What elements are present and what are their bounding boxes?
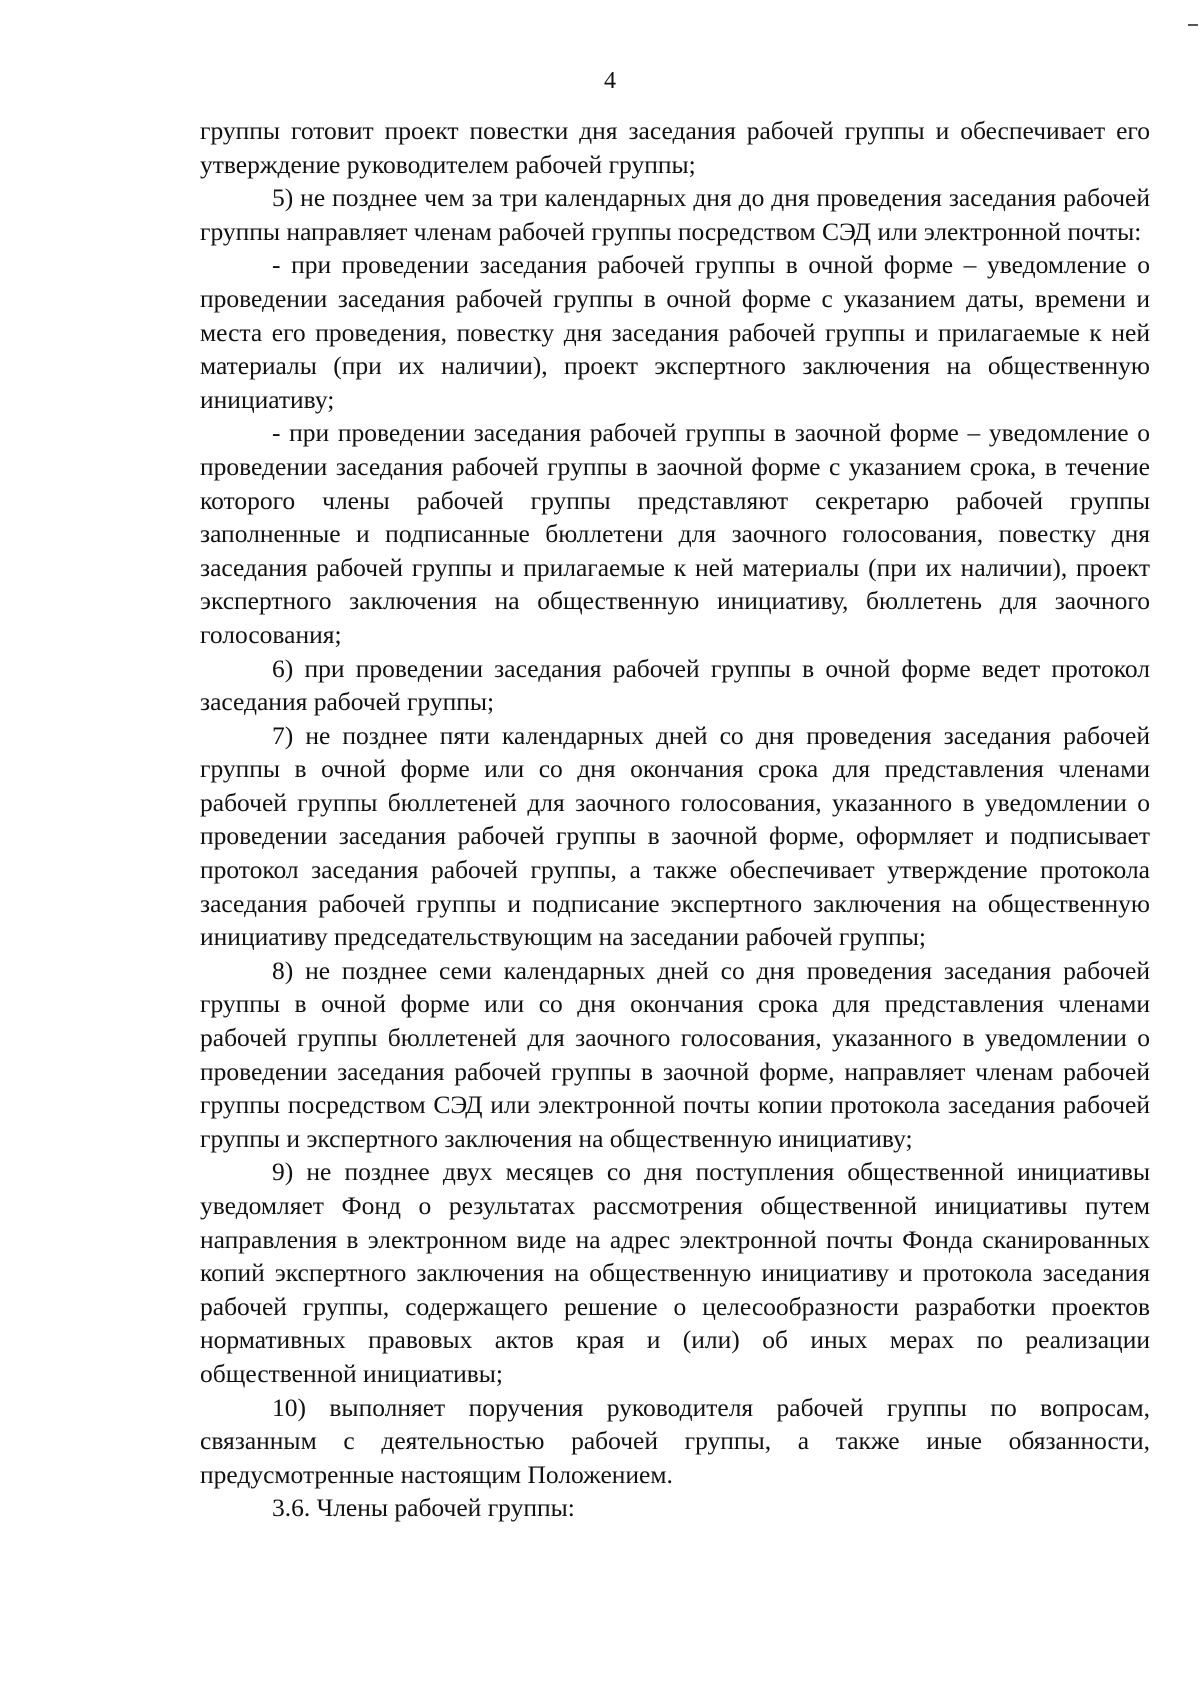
scan-edge-mark [1188,24,1198,26]
paragraph-item-9: 9) не позднее двух месяцев со дня поступления общественной инициативы уведомляет Фонд о результатах рассмотрения общественной инициативы путем направления в электронном виде на адрес электронной почты Фонда сканированных копий экспертного заключения на общественную инициативу и протокола заседания рабочей группы, содержащего решение о целесообразности разработки проектов нормативных правовых актов края и (или) об иных мерах по реализации общественной инициативы; [200,1157,1150,1388]
paragraph-subitem-in-person: - при проведении заседания рабочей группы в очной форме – уведомление о проведении заседания рабочей группы в очной форме с указанием даты, времени и места его проведения, повестку дня заседания рабочей группы и прилагаемые к ней материалы (при их наличии), проект экспертного заключения на общественную инициативу; [200,250,1150,414]
page-number: 4 [604,68,616,94]
paragraph-item-6: 6) при проведении заседания рабочей группы в очной форме ведет протокол заседания рабочей группы; [200,653,1150,717]
paragraph-item-10: 10) выполняет поручения руководителя рабочей группы по вопросам, связанным с деятельностью рабочей группы, а также иные обязанности, предусмотренные настоящим Положением. [200,1392,1150,1489]
paragraph-continuation: группы готовит проект повестки дня заседания рабочей группы и обеспечивает его утверждение руководителем рабочей группы; [200,116,1150,179]
paragraph-item-5: 5) не позднее чем за три календарных дня до дня проведения заседания рабочей группы направляет членам рабочей группы посредством СЭД или электронной почты: [200,183,1150,246]
section-heading-3-6: 3.6. Члены рабочей группы: [272,1493,575,1523]
document-body [200,114,1150,1525]
paragraph-subitem-absentee: - при проведении заседания рабочей группы в заочной форме – уведомление о проведении заседания рабочей группы в заочной форме с указанием срока, в течение которого члены рабочей группы представляют секретарю рабочей группы заполненные и подписанные бюллетени для заочного голосования, повестку дня заседания рабочей группы и прилагаемые к ней материалы (при их наличии), проект экспертного заключения на общественную инициативу, бюллетень для заочного голосования; [200,418,1150,649]
paragraph-item-7: 7) не позднее пяти календарных дней со дня проведения заседания рабочей группы в очной форме или со дня окончания срока для представления членами рабочей группы бюллетеней для заочного голосования, указанного в уведомлении о проведении заседания рабочей группы в заочной форме, оформляет и подписывает протокол заседания рабочей группы, а также обеспечивает утверждение протокола заседания рабочей группы и подписание экспертного заключения на общественную инициативу председательствующим на заседании рабочей группы; [200,720,1150,952]
paragraph-item-8: 8) не позднее семи календарных дней со дня проведения заседания рабочей группы в очной форме или со дня окончания срока для представления членами рабочей группы бюллетеней для заочного голосования, указанного в уведомлении о проведении заседания рабочей группы в заочной форме, направляет членам рабочей группы посредством СЭД или электронной почты копии протокола заседания рабочей группы и экспертного заключения на общественную инициативу; [200,955,1150,1153]
